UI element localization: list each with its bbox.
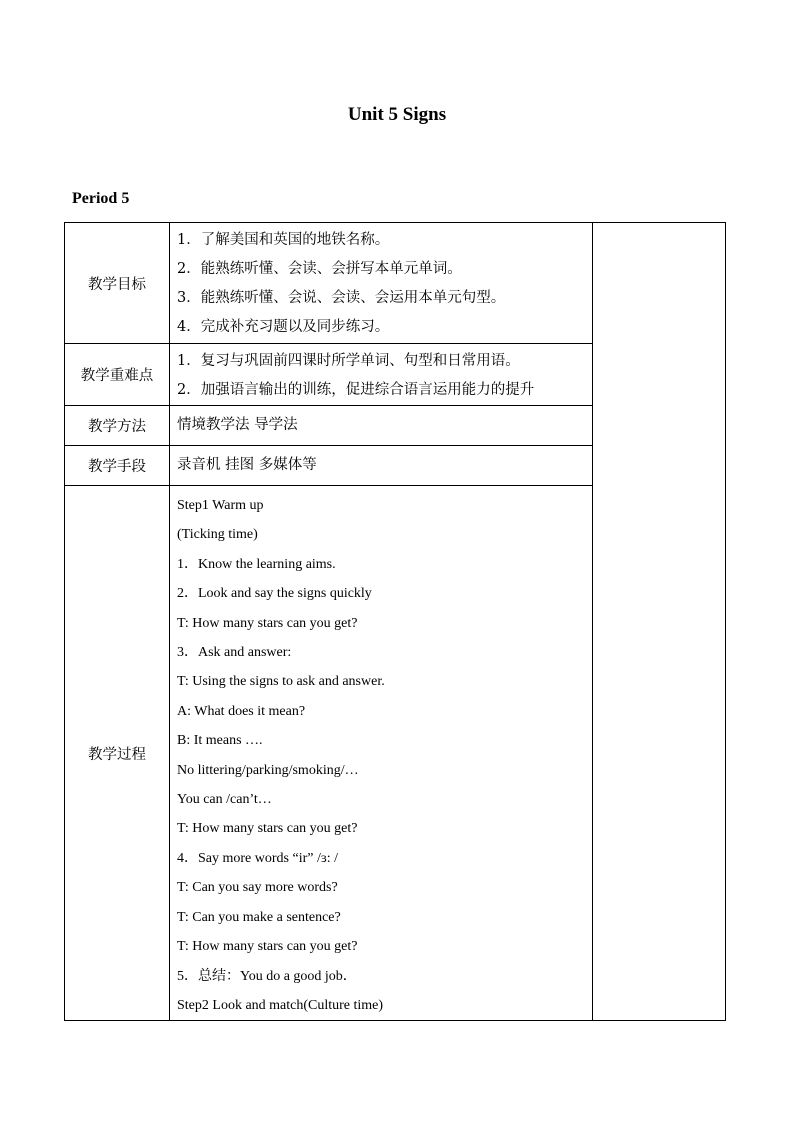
process-line: B: It means …. (177, 733, 263, 749)
process-line: 5．总结：You do a good job． (177, 968, 357, 984)
key-points-label: 教学重难点 (65, 344, 170, 406)
tools-content (170, 446, 593, 486)
key-point-item: 2．加强语言输出的训练，促进综合语言运用能力的提升 (177, 382, 535, 398)
goal-item: 4．完成补充习题以及同步练习。 (177, 319, 390, 335)
process-line: T: How many stars can you get? (177, 615, 358, 631)
process-line: T: Can you make a sentence? (177, 909, 341, 925)
process-line: T: How many stars can you get? (177, 939, 358, 955)
table-row (65, 223, 726, 344)
process-line: 1．Know the learning aims. (177, 556, 336, 572)
method-text: 情境教学法 导学法 (177, 417, 298, 433)
process-line: Step1 Warm up (177, 498, 264, 513)
process-line: T: Using the signs to ask and answer. (177, 674, 385, 690)
process-line: A: What does it mean? (177, 703, 306, 719)
process-line: (Ticking time) (177, 527, 258, 543)
key-point-item: 1．复习与巩固前四课时所学单词、句型和日常用语。 (177, 353, 520, 369)
goal-item: 1．了解美国和英国的地铁名称。 (177, 232, 390, 248)
process-line: 3．Ask and answer: (177, 645, 292, 661)
process-line: T: How many stars can you get? (177, 821, 358, 837)
goals-label: 教学目标 (65, 223, 170, 344)
process-content (170, 486, 593, 1021)
process-line: Step2 Look and match(Culture time) (177, 997, 384, 1013)
lesson-plan-table (64, 222, 726, 1021)
process-label: 教学过程 (65, 486, 170, 1021)
process-line: No littering/parking/smoking/… (177, 762, 359, 778)
process-line: 4．Say more words “ir” /ɜ: / (177, 850, 339, 866)
goal-item: 3．能熟练听懂、会说、会读、会运用本单元句型。 (177, 290, 506, 306)
key-points-content (170, 344, 593, 406)
process-line: 2．Look and say the signs quickly (177, 586, 372, 602)
tools-text: 录音机 挂图 多媒体等 (177, 457, 317, 473)
notes-column (593, 223, 726, 1021)
process-line: T: Can you say more words? (177, 880, 338, 896)
process-line: You can /can’t… (177, 792, 272, 808)
method-label: 教学方法 (65, 406, 170, 446)
tools-label: 教学手段 (65, 446, 170, 486)
document-title: Unit 5 Signs (347, 104, 447, 125)
period-heading: Period 5 (72, 190, 130, 207)
goals-content (170, 223, 593, 344)
goal-item: 2．能熟练听懂、会读、会拼写本单元单词。 (177, 261, 462, 277)
method-content (170, 406, 593, 446)
